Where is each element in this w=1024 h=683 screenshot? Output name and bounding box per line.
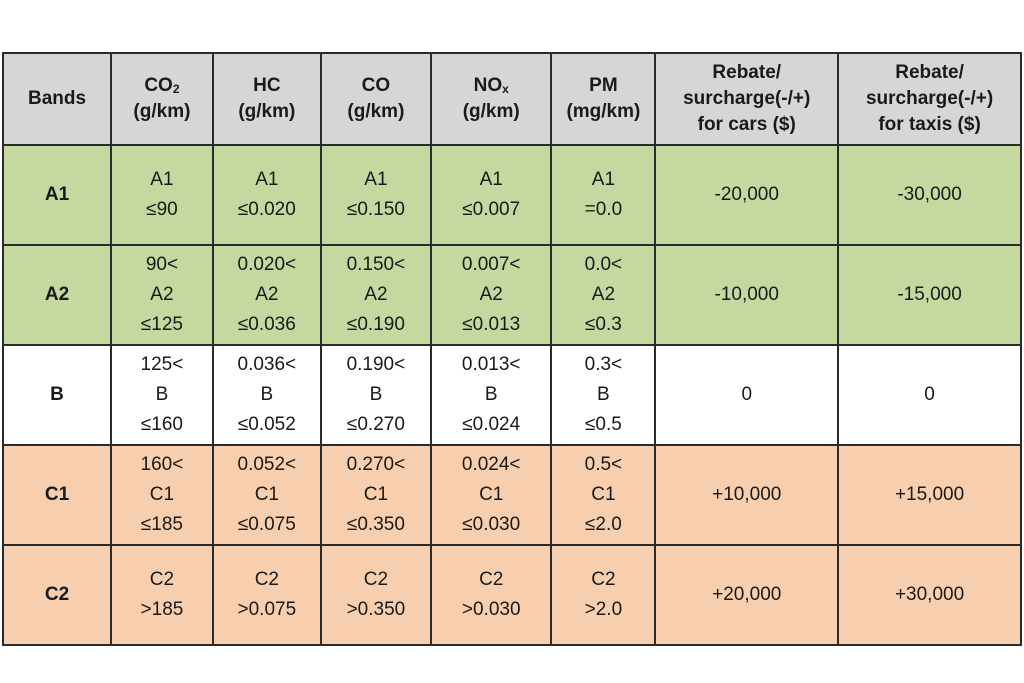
threshold-line: 0.270< — [346, 454, 406, 475]
header-co2 — [111, 53, 213, 145]
threshold-line: ≤0.024 — [462, 414, 521, 435]
header-line: CO — [361, 75, 391, 96]
threshold-line: B — [369, 384, 383, 405]
header-pm — [551, 53, 655, 145]
header-rebate-taxis — [838, 53, 1021, 145]
emission-bands-table — [2, 52, 1022, 646]
header-bands — [3, 53, 111, 145]
header-rebate-cars — [655, 53, 838, 145]
threshold-line: >2.0 — [584, 599, 623, 620]
header-line: PM — [589, 75, 618, 96]
threshold-line: 160< — [140, 454, 184, 475]
threshold-cell — [551, 245, 655, 345]
band-cell: C1 — [3, 445, 111, 545]
rebate-cars-cell: -20,000 — [655, 145, 838, 245]
header-line: for taxis ($) — [878, 114, 981, 135]
threshold-cell — [551, 345, 655, 445]
header-unit: (g/km) — [462, 101, 520, 122]
threshold-line: 0.190< — [346, 354, 406, 375]
threshold-line: A2 — [150, 284, 174, 305]
threshold-line: A1 — [591, 169, 616, 190]
threshold-line: C1 — [479, 484, 504, 505]
table-row-a1 — [3, 145, 1021, 245]
band-cell: C2 — [3, 545, 111, 645]
header-line: (mg/km) — [566, 101, 641, 122]
header-subscript: 2 — [172, 82, 180, 96]
threshold-line: C1 — [363, 484, 389, 505]
threshold-cell — [551, 145, 655, 245]
threshold-line: ≤0.030 — [462, 514, 521, 535]
threshold-line: =0.0 — [584, 199, 623, 220]
rebate-taxis-cell: -15,000 — [838, 245, 1021, 345]
threshold-cell — [321, 445, 431, 545]
threshold-cell — [111, 245, 213, 345]
threshold-cell — [321, 545, 431, 645]
threshold-line: ≤90 — [146, 199, 178, 220]
threshold-line: ≤0.052 — [237, 414, 296, 435]
threshold-cell — [213, 445, 321, 545]
header-line — [112, 73, 212, 99]
threshold-line: B — [155, 384, 169, 405]
threshold-line: ≤160 — [140, 414, 183, 435]
threshold-line: 0.007< — [461, 254, 521, 275]
threshold-line: A1 — [479, 169, 503, 190]
table-row-a2 — [3, 245, 1021, 345]
threshold-cell — [321, 245, 431, 345]
threshold-line: ≤0.007 — [462, 199, 521, 220]
threshold-line: 0.3< — [584, 354, 623, 375]
header-line: (g/km) — [238, 101, 296, 122]
header-line: HC — [253, 75, 281, 96]
band-cell: B — [3, 345, 111, 445]
threshold-line: >0.030 — [461, 599, 521, 620]
threshold-line: >0.350 — [346, 599, 406, 620]
header-line: surcharge(-/+) — [683, 88, 811, 109]
threshold-line: C2 — [363, 569, 389, 590]
threshold-line: C1 — [591, 484, 616, 505]
threshold-line: 0.036< — [237, 354, 297, 375]
threshold-cell — [321, 345, 431, 445]
threshold-line: C2 — [591, 569, 616, 590]
threshold-line: ≤0.150 — [346, 199, 405, 220]
header-line: surcharge(-/+) — [865, 88, 994, 109]
threshold-line: C2 — [254, 569, 279, 590]
header-subscript: x — [502, 82, 509, 96]
threshold-line: A2 — [591, 284, 616, 305]
header-line: Rebate/ — [712, 62, 782, 83]
threshold-cell — [431, 545, 551, 645]
rebate-cars-cell: +10,000 — [655, 445, 838, 545]
rebate-cars-cell: -10,000 — [655, 245, 838, 345]
threshold-line: ≤0.5 — [584, 414, 622, 435]
rebate-cars-cell: +20,000 — [655, 545, 838, 645]
table-body — [3, 145, 1021, 645]
header-hc — [213, 53, 321, 145]
threshold-cell — [431, 245, 551, 345]
threshold-cell — [321, 145, 431, 245]
threshold-line: >0.075 — [237, 599, 297, 620]
header-line: Rebate/ — [895, 62, 964, 83]
rebate-taxis-cell: -30,000 — [838, 145, 1021, 245]
threshold-cell — [213, 345, 321, 445]
threshold-line: 0.020< — [237, 254, 297, 275]
threshold-line: ≤0.075 — [237, 514, 296, 535]
threshold-line: A2 — [479, 284, 503, 305]
threshold-line: ≤0.190 — [346, 314, 405, 335]
threshold-line: B — [597, 384, 610, 405]
header-unit: (g/km) — [133, 101, 191, 122]
threshold-cell — [551, 445, 655, 545]
threshold-cell — [213, 545, 321, 645]
threshold-cell — [111, 445, 213, 545]
threshold-cell — [111, 545, 213, 645]
rebate-taxis-cell: +30,000 — [838, 545, 1021, 645]
rebate-taxis-cell: 0 — [838, 345, 1021, 445]
threshold-line: A2 — [364, 284, 388, 305]
threshold-cell — [431, 145, 551, 245]
threshold-line: ≤0.013 — [462, 314, 521, 335]
threshold-line: C1 — [149, 484, 175, 505]
rebate-taxis-cell: +15,000 — [838, 445, 1021, 545]
threshold-line: 0.5< — [584, 454, 623, 475]
header-line: (g/km) — [347, 101, 405, 122]
threshold-line: ≤2.0 — [584, 514, 622, 535]
header-nox — [431, 53, 551, 145]
threshold-line: B — [484, 384, 498, 405]
table-row-b — [3, 345, 1021, 445]
header-main: NO — [473, 75, 503, 96]
header-line: Bands — [27, 88, 87, 109]
threshold-line: A1 — [255, 169, 279, 190]
rebate-cars-cell: 0 — [655, 345, 838, 445]
threshold-line: 90< — [145, 254, 179, 275]
threshold-cell — [431, 345, 551, 445]
threshold-line: A1 — [150, 169, 174, 190]
threshold-line: 0.150< — [346, 254, 406, 275]
threshold-line: 0.052< — [237, 454, 297, 475]
threshold-line: ≤185 — [140, 514, 183, 535]
threshold-line: 0.013< — [461, 354, 521, 375]
threshold-line: 0.024< — [461, 454, 521, 475]
band-cell: A2 — [3, 245, 111, 345]
threshold-line: C2 — [479, 569, 504, 590]
threshold-line: ≤0.3 — [584, 314, 622, 335]
threshold-line: ≤0.020 — [237, 199, 296, 220]
header-line — [432, 73, 550, 99]
table-row-c2 — [3, 545, 1021, 645]
threshold-cell — [213, 145, 321, 245]
threshold-line: A2 — [255, 284, 279, 305]
threshold-line: ≤0.350 — [346, 514, 405, 535]
header-row — [3, 53, 1021, 145]
threshold-cell — [551, 545, 655, 645]
threshold-line: C2 — [149, 569, 175, 590]
band-cell: A1 — [3, 145, 111, 245]
threshold-line: C1 — [254, 484, 279, 505]
threshold-cell — [111, 345, 213, 445]
threshold-line: ≤0.036 — [237, 314, 296, 335]
threshold-line: 0.0< — [584, 254, 623, 275]
threshold-line: >185 — [140, 599, 184, 620]
threshold-cell — [111, 145, 213, 245]
threshold-line: 125< — [140, 354, 184, 375]
threshold-line: ≤125 — [140, 314, 183, 335]
threshold-line: ≤0.270 — [346, 414, 405, 435]
threshold-cell — [431, 445, 551, 545]
threshold-line: B — [260, 384, 274, 405]
header-co — [321, 53, 431, 145]
threshold-line: A1 — [364, 169, 388, 190]
header-line: for cars ($) — [697, 114, 796, 135]
table-row-c1 — [3, 445, 1021, 545]
threshold-cell — [213, 245, 321, 345]
header-main: CO — [144, 75, 173, 96]
